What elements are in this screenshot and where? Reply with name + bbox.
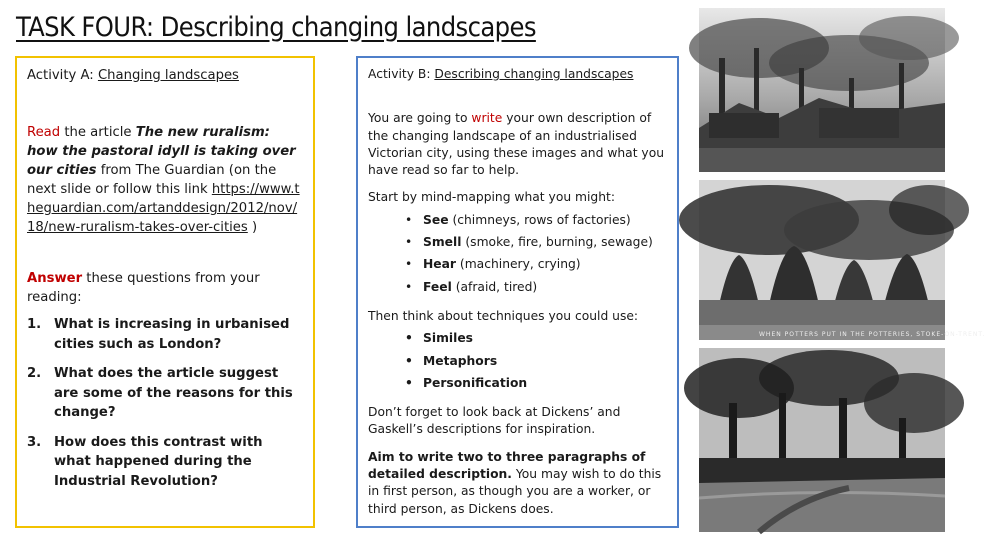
techniques-list xyxy=(368,327,667,394)
sense-label: Hear xyxy=(423,257,456,272)
question-item xyxy=(27,433,303,492)
kilns-illustration xyxy=(699,180,985,340)
activity-a-heading-prefix: Activity A: xyxy=(27,68,98,83)
engraving-illustration xyxy=(699,8,945,172)
photo-caption: WHEN POTTERS PUT IN THE POTTERIES, STOKE-ON-TRENT. xyxy=(759,331,985,338)
question-text: How does this contrast with what happened during the Industrial Revolution? xyxy=(54,434,263,489)
article-title: The new ruralism: how the pastoral idyll is taking over our cities xyxy=(27,125,296,178)
answer-word: Answer xyxy=(27,271,83,286)
activity-a-heading xyxy=(27,66,303,85)
sense-label: Smell xyxy=(423,235,462,250)
activity-b-heading xyxy=(368,66,667,83)
activity-b-heading-link: Describing changing landscapes xyxy=(434,67,634,81)
technique-item: • Personification xyxy=(368,372,667,394)
sense-item xyxy=(368,253,667,275)
dickens-reminder: Don’t forget to look back at Dickens’ and Gaskell’s descriptions for inspiration. xyxy=(368,405,621,437)
intro-text-2: your own description of the changing landscape of an industrialised Victorian city, using these images and what you have read so far to help. xyxy=(368,111,665,178)
activity-a-panel xyxy=(15,56,315,528)
read-word: Read xyxy=(27,125,61,140)
techniques-instruction: Then think about techniques you could use: xyxy=(368,308,639,323)
sense-detail: (machinery, crying) xyxy=(456,257,581,272)
sense-label: Feel xyxy=(423,279,452,294)
page-title: TASK FOUR: Describing changing landscapes xyxy=(16,12,536,43)
write-instruction xyxy=(368,110,667,179)
aim-rest-text: You may wish to do this in first person, as though you are a worker, or third person, as Dickens does. xyxy=(368,467,662,516)
read-text-1: the article xyxy=(60,125,136,140)
sense-label: See xyxy=(423,212,449,227)
activity-a-heading-link: Changing landscapes xyxy=(97,68,239,83)
factory-chimneys-canal-photo xyxy=(699,348,945,532)
question-list xyxy=(27,315,303,491)
answer-instruction xyxy=(27,269,303,307)
question-text: What is increasing in urbanised cities such as London? xyxy=(54,317,290,352)
read-instruction xyxy=(27,123,303,237)
question-item xyxy=(27,315,303,354)
guardian-article-link[interactable]: https://www.theguardian.com/artanddesign/2012/nov/18/new-ruralism-takes-over-cities xyxy=(27,182,300,235)
sense-detail: (chimneys, rows of factories) xyxy=(448,212,631,227)
question-number: 2. xyxy=(27,366,42,381)
answer-text: these questions from your reading: xyxy=(27,271,260,305)
question-number: 1. xyxy=(27,317,42,332)
sense-item xyxy=(368,209,667,231)
aim-instruction xyxy=(368,449,667,518)
activity-b-heading-prefix: Activity B: xyxy=(368,67,435,81)
smoking-bottle-kilns-photo xyxy=(699,180,985,340)
intro-text-1: You are going to xyxy=(368,111,472,126)
read-text-2: from The Guardian (on the next slide or follow this link xyxy=(27,163,277,197)
activity-b-panel xyxy=(356,56,679,528)
read-text-3: ) xyxy=(247,220,258,235)
mind-map-instruction: Start by mind-mapping what you might: xyxy=(368,190,616,205)
sense-detail: (afraid, tired) xyxy=(451,279,538,294)
sense-item xyxy=(368,231,667,253)
technique-item: • Metaphors xyxy=(368,350,667,372)
chimneys-illustration xyxy=(699,348,945,532)
question-text: What does the article suggest are some of the reasons for this change? xyxy=(54,366,293,420)
question-number: 3. xyxy=(27,434,42,450)
sense-detail: (smoke, fire, burning, sewage) xyxy=(461,235,653,250)
question-item xyxy=(27,364,303,423)
senses-list xyxy=(368,209,667,298)
industrial-town-engraving-image xyxy=(699,8,945,172)
technique-item: • Similes xyxy=(368,327,667,349)
sense-item xyxy=(368,276,667,298)
write-word: write xyxy=(471,111,503,126)
aim-bold-text: Aim to write two to three paragraphs of detailed description. xyxy=(368,449,646,482)
